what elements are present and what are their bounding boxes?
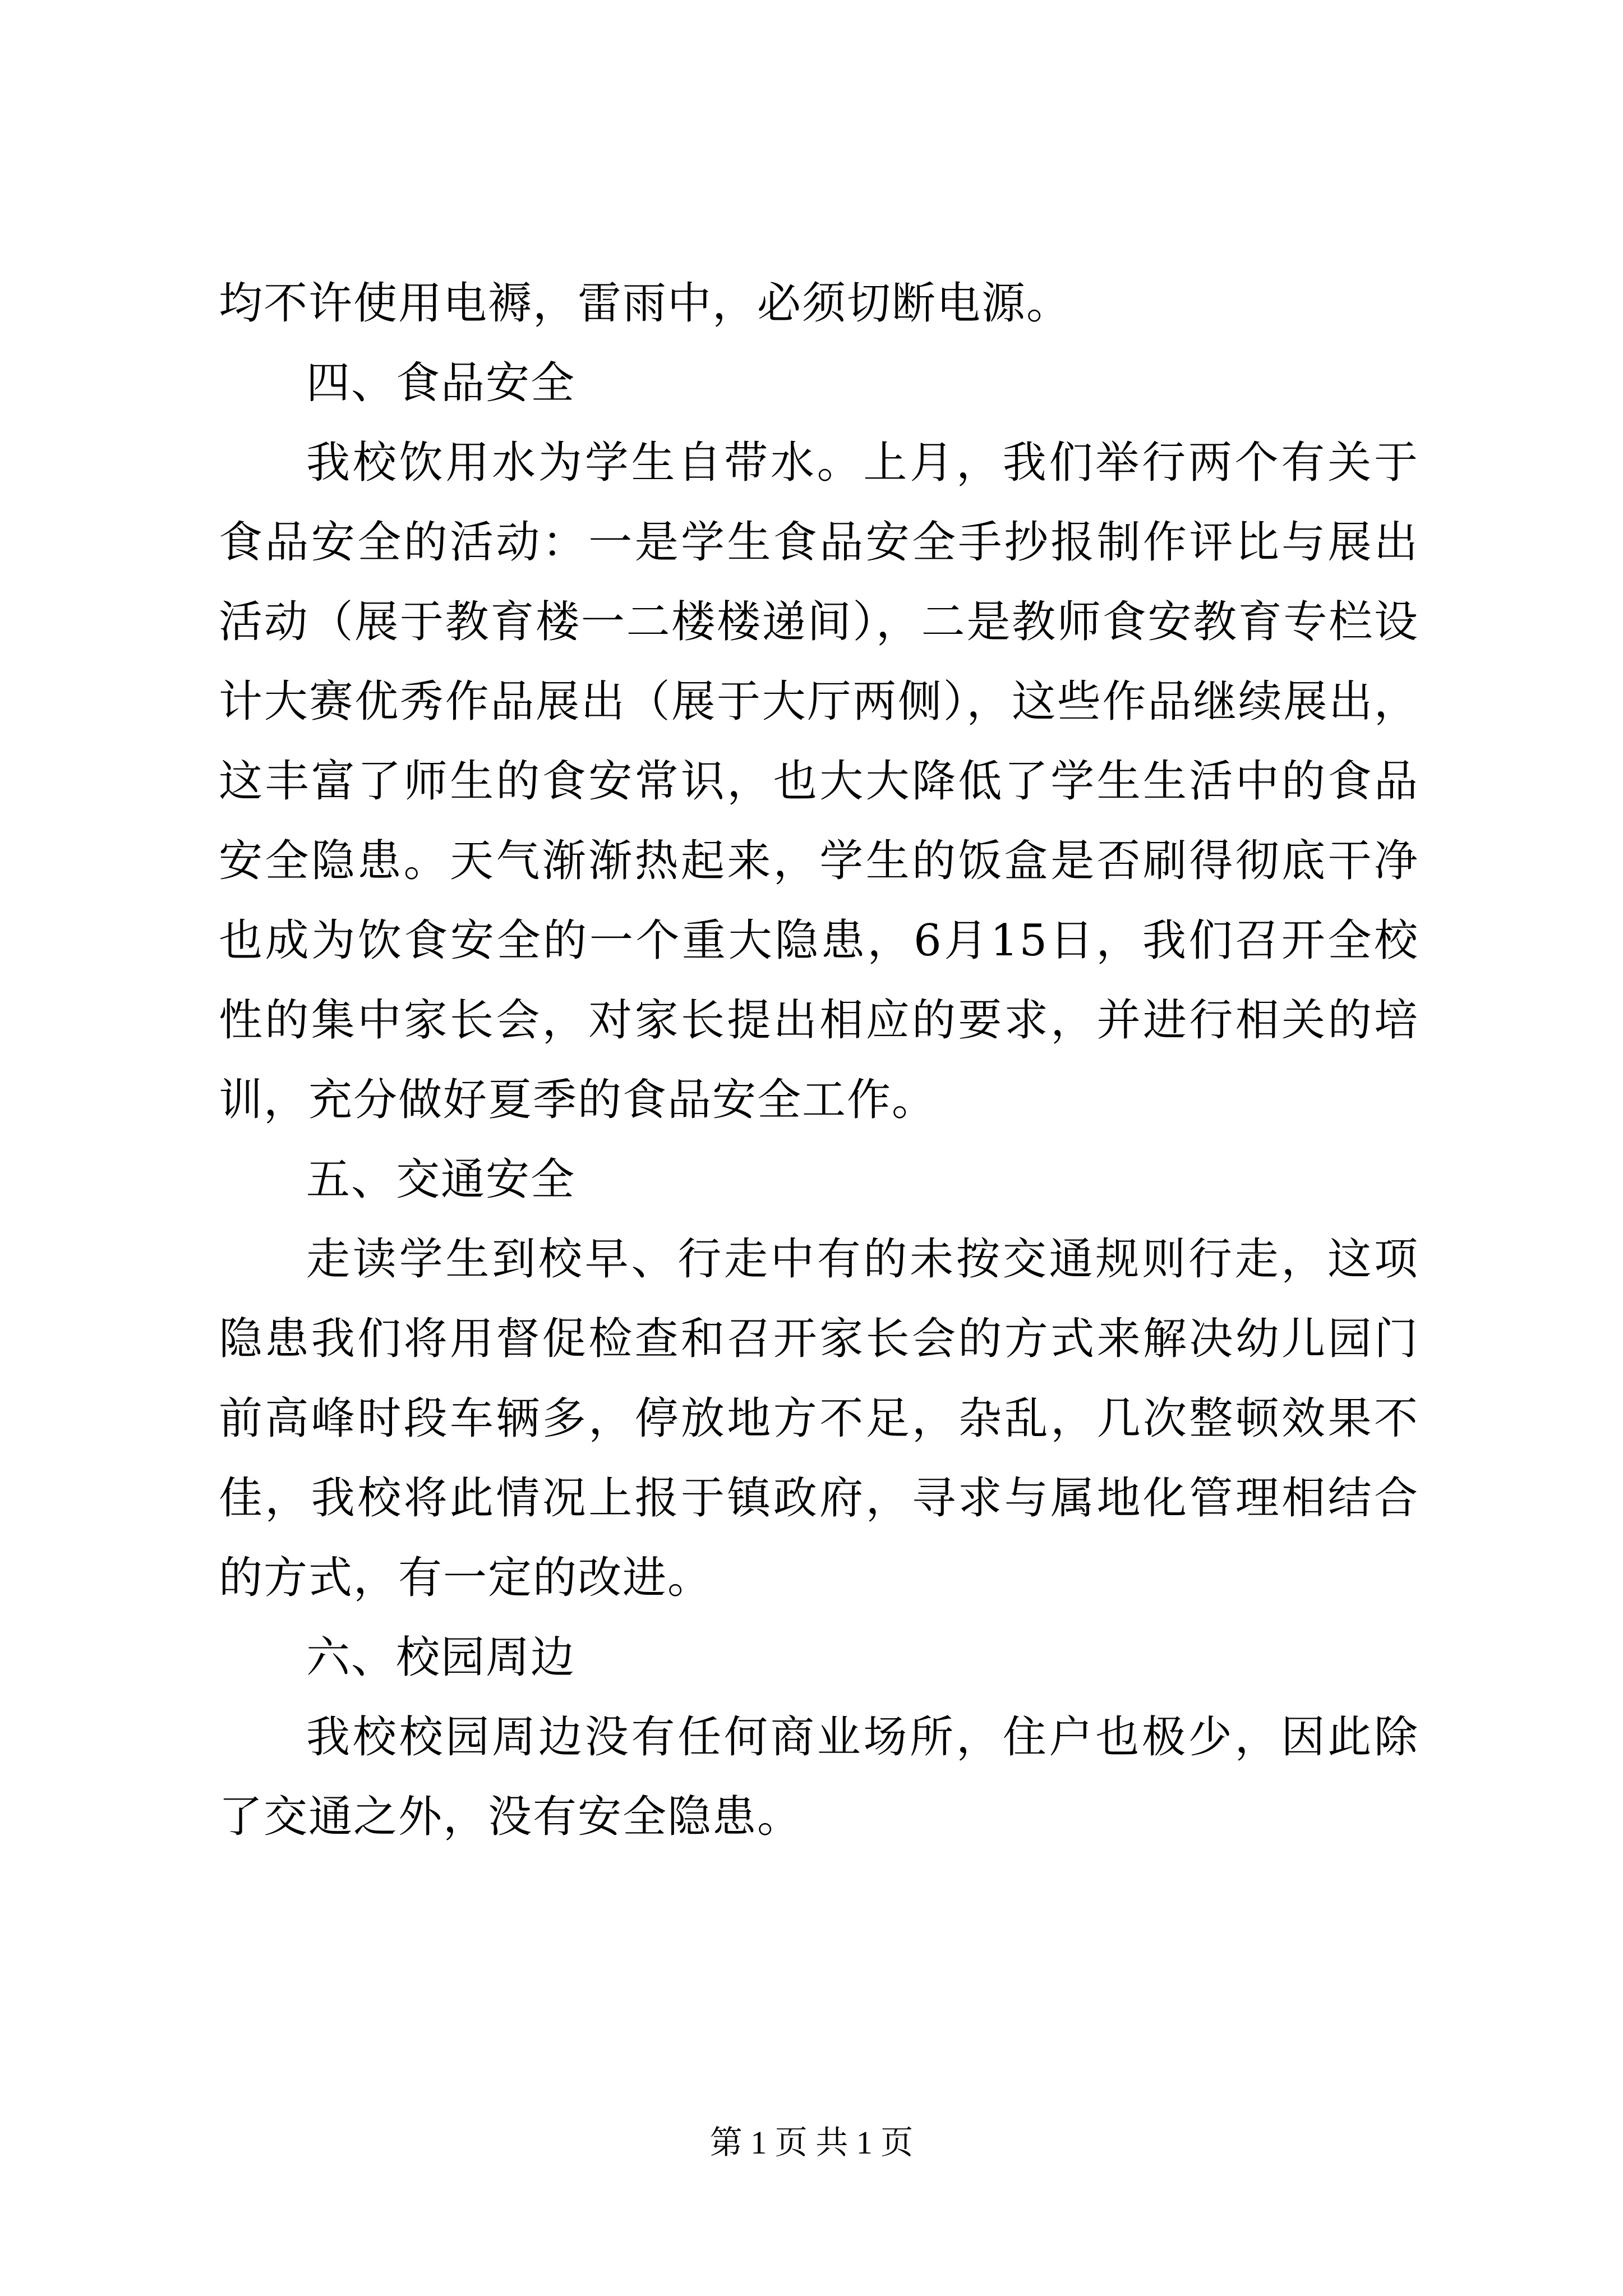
section-heading-campus-surroundings: 六、校园周边 [306,1632,576,1683]
paragraph-campus-surroundings: 我校校园周边没有任何商业场所，住户也极少，因此除了交通之外，没有安全隐患。 [219,1712,1419,1842]
section-heading-food-safety: 四、食品安全 [306,358,576,408]
document-body [219,264,1419,1857]
page-footer: 第 1 页 共 1 页 [709,2124,914,2161]
paragraph-traffic-safety: 走读学生到校早、行走中有的未按交通规则行走，这项隐患我们将用督促检查和召开家长会的方式来解决幼儿园门前高峰时段车辆多，停放地方不足，杂乱，几次整顿效果不佳，我校将此情况上报于镇政府，寻求与属地化管理相结合的方式，有一定的改进。 [219,1234,1419,1603]
paragraph-continuation: 均不许使用电褥，雷雨中，必须切断电源。 [219,278,1072,329]
section-heading-traffic-safety: 五、交通安全 [306,1154,576,1205]
paragraph-food-safety: 我校饮用水为学生自带水。上月，我们举行两个有关于食品安全的活动：一是学生食品安全手抄报制作评比与展出活动（展于教育楼一二楼楼递间），二是教师食安教育专栏设计大赛优秀作品展出（展于大厅两侧），这些作品继续展出，这丰富了师生的食安常识，也大大降低了学生生活中的食品安全隐患。天气渐渐热起来，学生的饭盒是否刷得彻底干净也成为饮食安全的一个重大隐患，6月15日，我们召开全校性的集中家长会，对家长提出相应的要求，并进行相关的培训，充分做好夏季的食品安全工作。 [219,438,1419,1125]
